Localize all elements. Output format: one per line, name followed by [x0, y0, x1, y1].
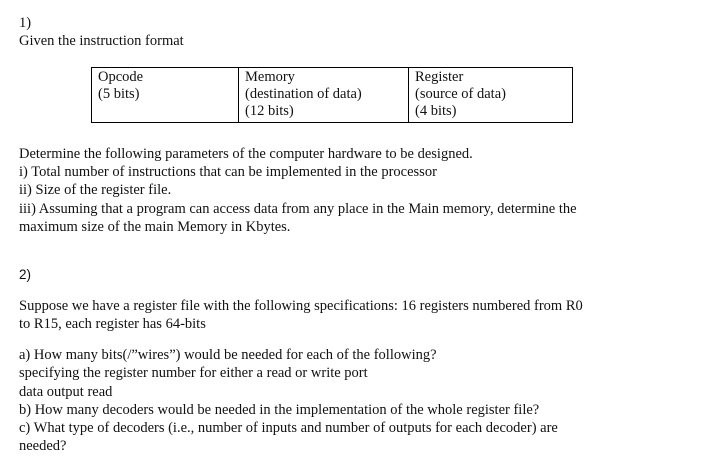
register-bits: (4 bits): [415, 103, 457, 119]
question-1-line: ii) Size of the register file.: [19, 182, 172, 198]
question-1-number: 1): [19, 15, 32, 31]
memory-name: Memory: [245, 69, 295, 85]
question-1-line: iii) Assuming that a program can access data from any place in the Main memory, determine the: [19, 201, 577, 217]
memory-bits: (12 bits): [245, 103, 294, 119]
question-1-line: i) Total number of instructions that can be implemented in the processor: [19, 164, 437, 180]
register-name: Register: [415, 69, 464, 85]
opcode-field: [92, 68, 239, 122]
question-2-spec-line: Suppose we have a register file with the following specifications: 16 registers numbered from R0: [19, 298, 583, 314]
register-field: [409, 68, 572, 122]
question-2-line: a) How many bits(/”wires”) would be needed for each of the following?: [19, 347, 437, 363]
memory-field: [239, 68, 409, 122]
question-2-number: 2): [19, 267, 32, 282]
opcode-name: Opcode: [98, 69, 144, 85]
memory-desc: (destination of data): [245, 86, 362, 102]
question-1-line: Determine the following parameters of the computer hardware to be designed.: [19, 146, 473, 162]
question-2-line: needed?: [19, 438, 67, 454]
register-desc: (source of data): [415, 86, 506, 102]
question-2-line: specifying the register number for either a read or write port: [19, 365, 368, 381]
opcode-bits: (5 bits): [98, 86, 140, 102]
question-2-line: b) How many decoders would be needed in the implementation of the whole register file?: [19, 402, 540, 418]
question-1-line: maximum size of the main Memory in Kbytes.: [19, 219, 291, 235]
question-1-intro: Given the instruction format: [19, 33, 184, 49]
instruction-format-table: [91, 67, 573, 123]
question-2-line: data output read: [19, 384, 113, 400]
question-2-spec-line: to R15, each register has 64-bits: [19, 316, 206, 332]
question-2-line: c) What type of decoders (i.e., number of inputs and number of outputs for each decoder) are: [19, 420, 558, 436]
